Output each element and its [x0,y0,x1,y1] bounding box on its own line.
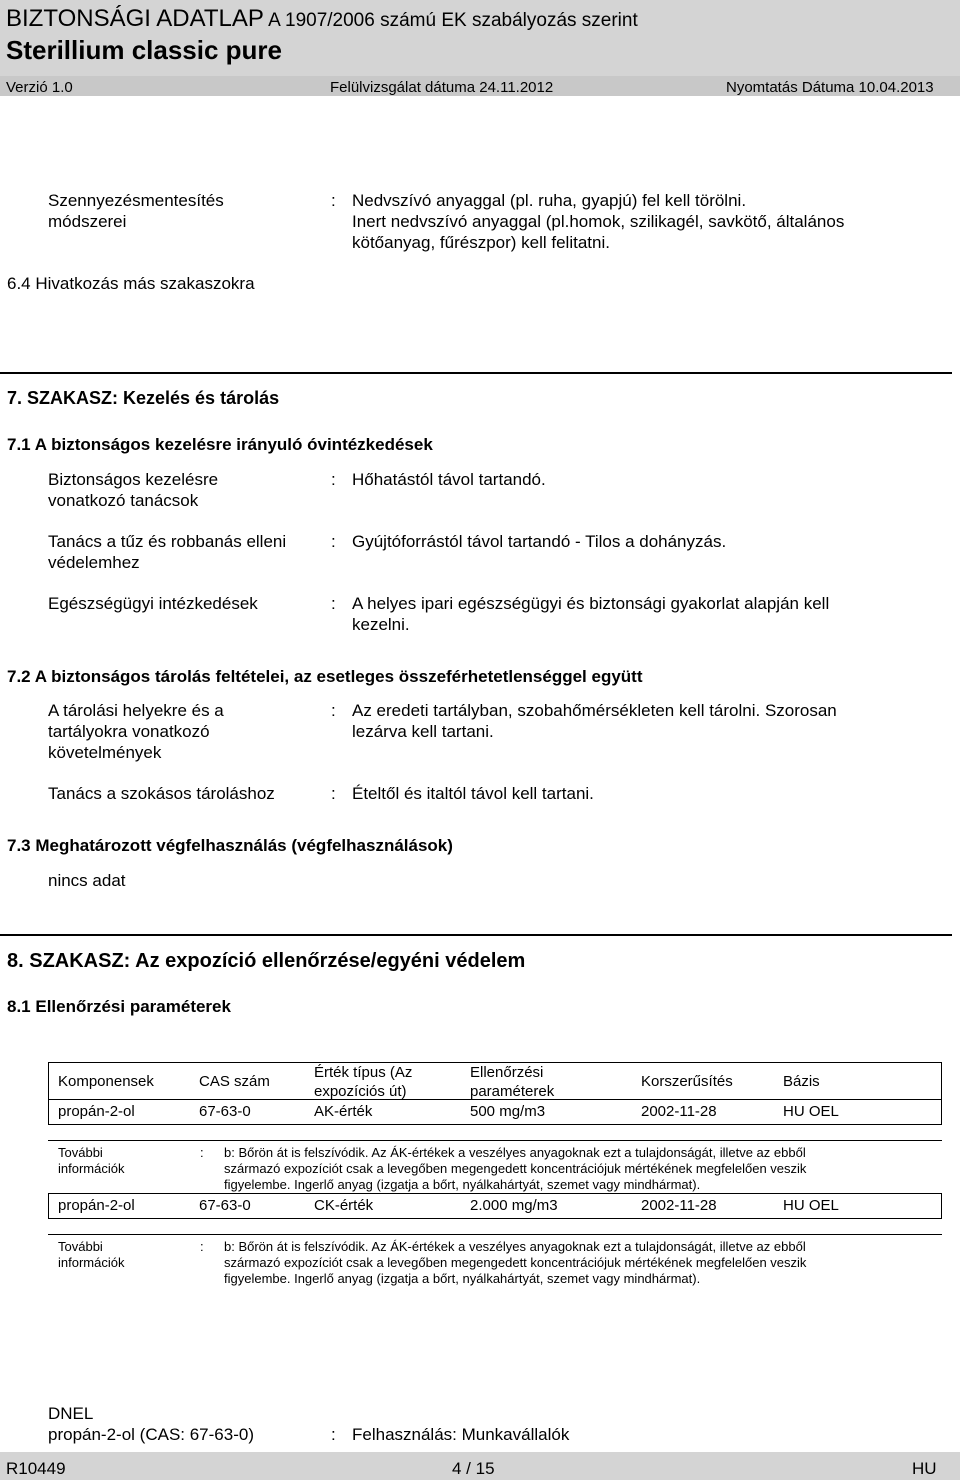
sub-8-1: 8.1 Ellenőrzési paraméterek [7,997,231,1016]
info-colon-2: : [200,1239,204,1254]
table-row-2-param: 2.000 mg/m3 [470,1197,558,1214]
no-data: nincs adat [48,871,126,890]
colon: : [331,191,336,210]
th-parameters: Ellenőrzési paraméterek [470,1064,555,1100]
doc-title: BIZTONSÁGI ADATLAP A 1907/2006 számú EK szabályozás szerint [6,5,638,32]
info-colon-1: : [200,1145,204,1160]
storage-label: A tárolási helyekre és a tartályokra vonatkozó követelmények [48,701,224,762]
product-name: Sterillium classic pure [6,35,283,65]
sub-6-4: 6.4 Hivatkozás más szakaszokra [7,274,255,293]
dnel-label: DNEL [48,1404,94,1423]
info-label-1: További információk [58,1145,125,1176]
info-label-2: További információk [58,1239,125,1270]
common-storage-value: Ételtől és italtól távol kell tartani. [352,784,594,803]
table-row-1-update: 2002-11-28 [641,1103,717,1120]
footer-page: 4 / 15 [452,1459,495,1478]
fire-advice-value: Gyújtóforrástól távol tartandó - Tilos a dohányzás. [352,532,727,551]
print-date: Nyomtatás Dátuma 10.04.2013 [726,79,934,96]
th-component: Komponensek [58,1073,154,1090]
safe-handling-value: Hőhatástól távol tartandó. [352,470,546,489]
hygiene-value: A helyes ipari egészségügyi és biztonsági gyakorlat alapján kell kezelni. [352,594,830,634]
cleanup-label: Szennyezésmentesítés módszerei [48,191,224,231]
colon: : [331,594,336,613]
th-basis: Bázis [783,1073,820,1090]
th-value-type: Érték típus (Az expozíciós út) [314,1064,413,1100]
info-text-2: b: Bőrön át is felszívódik. Az ÁK-értékek a veszélyes anyagoknak ezt a tulajdonságát, illetve az ebből származó expozíciót csak a levegőben megengedett koncentrációjuk mértékének megfelelően veszik figyelembe. Ingerlő anyag (izgatja a bőrt, nyálkahártyát, szemet vagy mindhármat). [224,1239,807,1286]
section-rule [0,372,952,374]
footer-code: R10449 [6,1459,66,1478]
section-rule [0,934,952,936]
hygiene-label: Egészségügyi intézkedések [48,594,258,613]
table-row-1-param: 500 mg/m3 [470,1103,546,1120]
dnel-value: Felhasználás: Munkavállalók [352,1425,570,1444]
table-row-1-component: propán-2-ol [58,1103,135,1120]
section-7-title: 7. SZAKASZ: Kezelés és tárolás [7,388,280,408]
sub-7-2: 7.2 A biztonságos tárolás feltételei, az esetleges összeférhetetlenséggel együtt [7,667,643,686]
revision-date: Felülvizsgálat dátuma 24.11.2012 [330,79,554,96]
colon: : [331,701,336,720]
info-text-1: b: Bőrön át is felszívódik. Az ÁK-értékek a veszélyes anyagoknak ezt a tulajdonságát, illetve az ebből származó expozíciót csak a levegőben megengedett koncentrációjuk mértékének megfelelően veszik figyelembe. Ingerlő anyag (izgatja a bőrt, nyálkahártyát, szemet vagy mindhármat). [224,1145,807,1192]
table-row-2-basis: HU OEL [783,1197,839,1214]
sub-7-1: 7.1 A biztonságos kezelésre irányuló óvintézkedések [7,435,433,454]
version: Verzió 1.0 [6,79,73,96]
cleanup-value: Nedvszívó anyaggal (pl. ruha, gyapjú) fel kell törölni. Inert nedvszívó anyaggal (pl.homok, szilikagél, savkötő, általános kötőanyag, fűrészpor) kell felitatni. [352,191,845,252]
table-row-2-component: propán-2-ol [58,1197,135,1214]
th-cas: CAS szám [199,1073,270,1090]
section-8-title: 8. SZAKASZ: Az expozíció ellenőrzése/egyéni védelem [7,950,526,972]
fire-advice-label: Tanács a tűz és robbanás elleni védelemhez [48,532,287,572]
colon: : [331,784,336,803]
dnel-substance: propán-2-ol (CAS: 67-63-0) [48,1425,254,1444]
common-storage-label: Tanács a szokásos tároláshoz [48,784,275,803]
table-row-1-basis: HU OEL [783,1103,839,1120]
table-row-2-cas: 67-63-0 [199,1197,251,1214]
sub-7-3: 7.3 Meghatározott végfelhasználás (végfelhasználások) [7,836,453,855]
storage-value: Az eredeti tartályban, szobahőmérsékleten kell tárolni. Szorosan lezárva kell tartani. [352,701,837,741]
dnel-colon: : [331,1425,336,1444]
table-row-2-update: 2002-11-28 [641,1197,717,1214]
safe-handling-label: Biztonságos kezelésre vonatkozó tanácsok [48,470,219,510]
footer-lang: HU [912,1459,937,1478]
table-row-1-cas: 67-63-0 [199,1103,251,1120]
colon: : [331,532,336,551]
table-row-2-type: CK-érték [314,1197,374,1214]
table-row-1-type: AK-érték [314,1103,373,1120]
th-update: Korszerűsítés [641,1073,733,1090]
colon: : [331,470,336,489]
